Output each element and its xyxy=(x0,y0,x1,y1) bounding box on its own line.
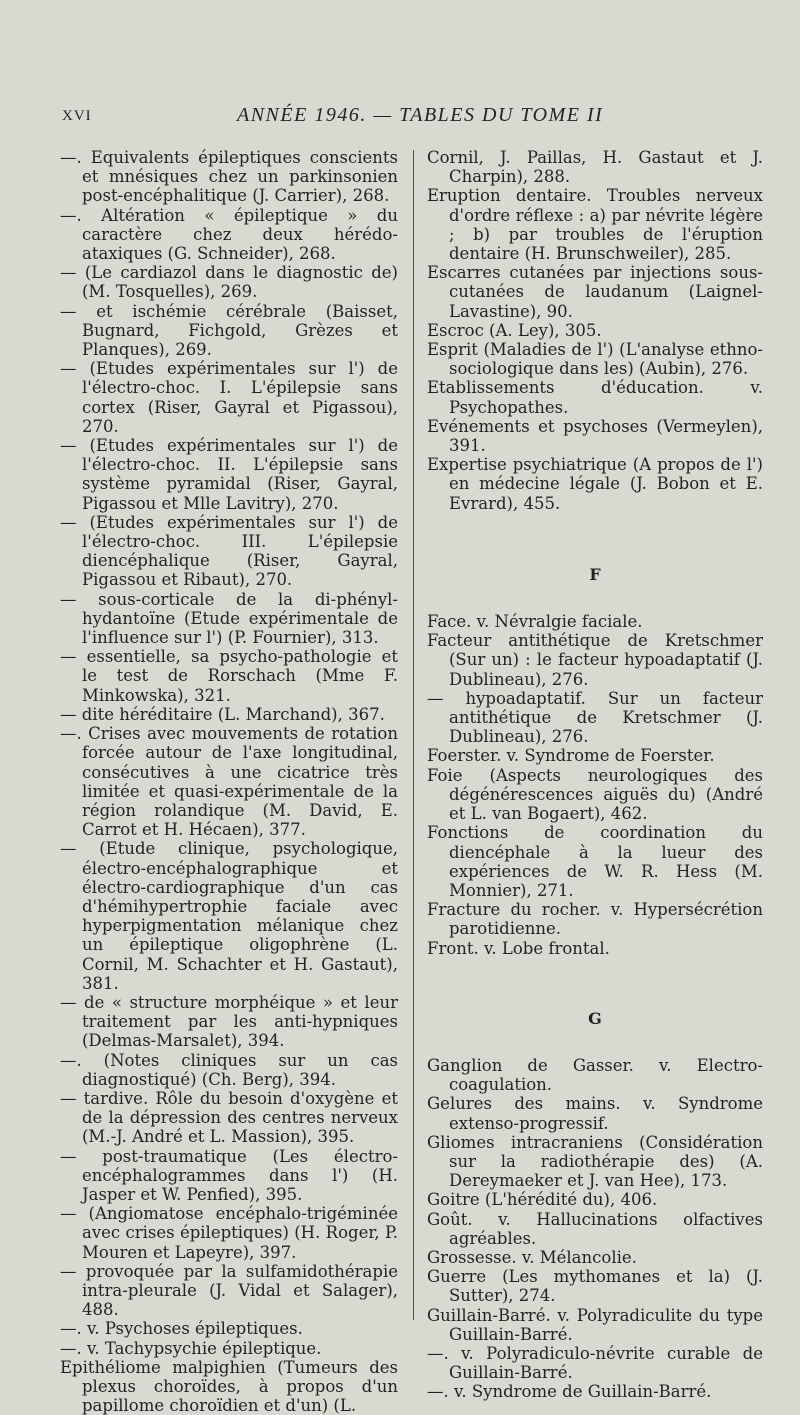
index-entry: —. Altération « épileptique » du caractère chez deux hérédo-ataxiques (G. Schneider), 268. xyxy=(60,205,398,264)
section-letter-g: G xyxy=(588,1008,602,1028)
index-entry: Front. v. Lobe frontal. xyxy=(427,938,610,958)
index-entry: Esprit (Maladies de l') (L'analyse ethno-sociologique dans les) (Aubin), 276. xyxy=(427,340,763,379)
index-entry: Guillain-Barré. v. Polyradiculite du type Guillain-Barré. xyxy=(427,1305,763,1344)
index-entry: Etablissements d'éducation. v. Psychopathes. xyxy=(427,378,763,417)
index-entry: Guerre (Les mythomanes et la) (J. Sutter), 274. xyxy=(427,1267,763,1306)
page-number: XVI xyxy=(62,108,92,124)
index-entry: —. Crises avec mouvements de rotation forcée autour de l'axe longitudinal, consécutives à une cicatrice très limitée et quasi-expérimentale de la région rolandique (M. David, E. Carrot et H. Hécaen), 377. xyxy=(60,724,398,840)
index-entry: — post-traumatique (Les électro-encéphalogrammes dans l') (H. Jasper et W. Penfied), 395. xyxy=(60,1146,398,1204)
index-entry: Goitre (L'hérédité du), 406. xyxy=(427,1190,658,1210)
index-entry: —. v. Tachypsychie épileptique. xyxy=(60,1338,322,1358)
column-divider xyxy=(413,150,414,1320)
index-entry: —. Equivalents épileptiques conscients et mnésiques chez un parkinsonien post-encéphalitique (J. Carrier), 268. xyxy=(60,148,398,206)
index-entry: — (Etude clinique, psychologique, électro-encéphalographique et électro-cardiographique d'un cas d'hémihypertrophie faciale avec hyperpigmentation mélanique chez un épileptique oligophrène (L. Cornil, M. Schachter et H. Gastaut), 381. xyxy=(60,839,398,993)
index-entry: Ganglion de Gasser. v. Electro-coagulation. xyxy=(427,1055,763,1095)
index-entry: — (Etudes expérimentales sur l') de l'électro-choc. I. L'épilepsie sans cortex (Riser, Gayral et Pigassou), 270. xyxy=(60,359,398,436)
section-letter-f: F xyxy=(589,564,601,584)
index-entry: Grossesse. v. Mélancolie. xyxy=(427,1247,637,1267)
index-entry: — dite héréditaire (L. Marchand), 367. xyxy=(60,704,385,724)
index-entry: Eruption dentaire. Troubles nerveux d'ordre réflexe : a) par névrite légère ; b) par troubles de l'éruption dentaire (H. Brunschweiler), 285. xyxy=(427,186,763,264)
index-entry: — de « structure morphéique » et leur traitement par les anti-hypniques (Delmas-Marsalet), 394. xyxy=(60,992,398,1051)
index-entry: — (Etudes expérimentales sur l') de l'électro-choc. III. L'épilepsie diencéphalique (Riser, Gayral, Pigassou et Ribaut), 270. xyxy=(60,512,398,590)
index-entry: Gelures des mains. v. Syndrome extenso-progressif. xyxy=(427,1094,763,1133)
index-entry: Cornil, J. Paillas, H. Gastaut et J. Charpin), 288. xyxy=(427,148,763,187)
index-entry: Escroc (A. Ley), 305. xyxy=(427,320,602,340)
index-entry: Gliomes intracraniens (Considération sur la radiothérapie des) (A. Dereymaeker et J. van Hee), 173. xyxy=(427,1132,763,1191)
index-entry: — essentielle, sa psycho-pathologie et le test de Rorschach (Mme F. Minkowska), 321. xyxy=(60,647,398,705)
index-entry: — provoquée par la sulfamidothérapie intra-pleurale (J. Vidal et Salager), 488. xyxy=(60,1261,398,1320)
index-entry: — sous-corticale de la di-phényl-hydantoïne (Etude expérimentale de l'influence sur l') (P. Fournier), 313. xyxy=(60,589,398,648)
index-entry: — (Le cardiazol dans le diagnostic de) (M. Tosquelles), 269. xyxy=(60,263,398,302)
left-column xyxy=(60,148,398,1415)
index-entry: — hypoadaptatif. Sur un facteur antithétique de Kretschmer (J. Dublineau), 276. xyxy=(427,688,763,747)
index-entry: — et ischémie cérébrale (Baisset, Bugnard, Fichgold, Grèzes et Planques), 269. xyxy=(60,301,398,360)
index-entry: —. v. Syndrome de Guillain-Barré. xyxy=(427,1382,712,1402)
index-entry: Fonctions de coordination du diencéphale à la lueur des expériences de W. R. Hess (M. Monnier), 271. xyxy=(427,823,763,900)
index-entry: —. v. Psychoses épileptiques. xyxy=(60,1319,303,1339)
index-entry: — tardive. Rôle du besoin d'oxygène et de la dépression des centres nerveux (M.-J. André et L. Massion), 395. xyxy=(60,1088,398,1147)
index-entry: Facteur antithétique de Kretschmer (Sur un) : le facteur hypoadaptatif (J. Dublineau), 276. xyxy=(427,631,763,689)
index-entry: — (Etudes expérimentales sur l') de l'électro-choc. II. L'épilepsie sans système pyramidal (Riser, Gayral, Pigassou et Mlle Lavitry), 270. xyxy=(60,436,398,513)
index-entry: Escarres cutanées par injections sous-cutanées de laudanum (Laignel-Lavastine), 90. xyxy=(427,263,763,321)
running-header xyxy=(62,104,762,128)
index-entry: — (Angiomatose encéphalo-trigéminée avec crises épileptiques) (H. Roger, P. Mouren et Lapeyre), 397. xyxy=(60,1204,398,1262)
page-title: ANNÉE 1946. — TABLES DU TOME II xyxy=(237,104,604,126)
index-entry: Goût. v. Hallucinations olfactives agréables. xyxy=(427,1209,763,1248)
index-entry: Foerster. v. Syndrome de Foerster. xyxy=(427,746,715,766)
index-entry: Epithéliome malpighien (Tumeurs des plexus choroïdes, à propos d'un papillome choroïdien et d'un) (L. xyxy=(60,1357,398,1415)
index-entry: Face. v. Névralgie faciale. xyxy=(427,612,643,632)
index-entry: Fracture du rocher. v. Hypersécrétion parotidienne. xyxy=(427,900,763,939)
index-entry: —. (Notes cliniques sur un cas diagnostiqué) (Ch. Berg), 394. xyxy=(60,1050,398,1089)
index-entry: Foie (Aspects neurologiques des dégénérescences aiguës du) (André et L. van Bogaert), 462. xyxy=(427,765,763,824)
index-entry: —. v. Polyradiculo-névrite curable de Guillain-Barré. xyxy=(427,1343,763,1383)
index-entry: Expertise psychiatrique (A propos de l') en médecine légale (J. Bobon et E. Evrard), 455. xyxy=(427,455,763,513)
right-column xyxy=(427,148,763,1402)
index-entry: Evénements et psychoses (Vermeylen), 391. xyxy=(427,416,763,456)
